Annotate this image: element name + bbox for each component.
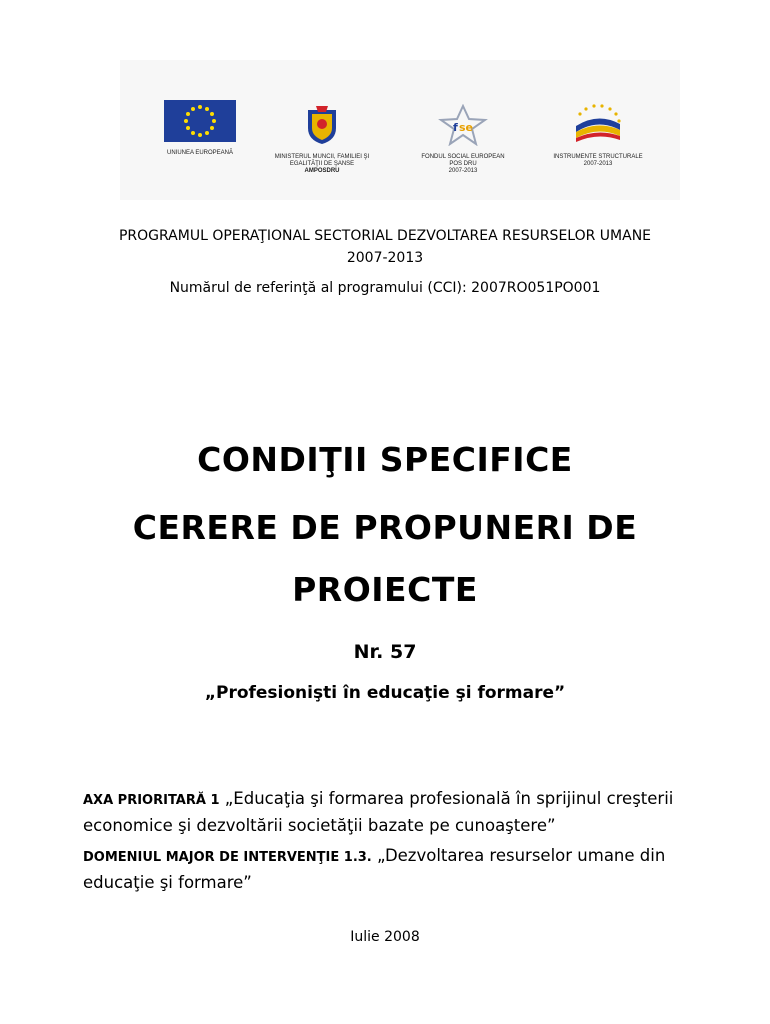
structural-caption: INSTRUMENTE STRUCTURALE 2007-2013 xyxy=(553,154,643,167)
coat-of-arms-icon xyxy=(302,104,342,146)
priority-axis xyxy=(83,786,703,838)
structural-instruments-logo xyxy=(518,104,678,168)
eu-caption: UNIUNEA EUROPEANĂ xyxy=(166,150,233,156)
call-subtitle: „Profesionişti în educaţie şi formare” xyxy=(204,683,566,703)
ministry-logo xyxy=(242,104,402,175)
svg-text:f: f xyxy=(453,121,458,134)
programme-cci: Numărul de referinţă al programului (CCI): 2007RO051PO001 xyxy=(169,280,601,296)
priority-axis-label: AXA PRIORITARĂ 1 xyxy=(83,793,220,808)
svg-text:se: se xyxy=(459,121,474,134)
fse-caption: FONDUL SOCIAL EUROPEAN POS DRU 2007-2013 xyxy=(421,154,505,174)
intervention-domain xyxy=(83,843,703,895)
document-title-line-2: CERERE DE PROPUNERI DE xyxy=(132,508,638,547)
intervention-domain-text: „Dezvoltarea resurselor umane din educaţie şi formare” xyxy=(83,846,666,892)
programme-years: 2007-2013 xyxy=(346,250,424,266)
logo-strip xyxy=(120,60,680,200)
document-title-line-3: PROIECTE xyxy=(292,570,478,609)
call-number: Nr. 57 xyxy=(353,641,417,663)
document-date: Iulie 2008 xyxy=(350,929,420,945)
intervention-domain-label: DOMENIUL MAJOR DE INTERVENŢIE 1.3. xyxy=(83,850,372,865)
eu-flag-icon xyxy=(164,100,236,142)
structural-instruments-icon xyxy=(568,104,628,146)
fse-star-icon xyxy=(435,104,491,146)
ministry-caption: MINISTERUL MUNCII, FAMILIEI ŞI EGALITĂŢII DE ŞANSE AMPOSDRU xyxy=(274,154,370,174)
programme-name: PROGRAMUL OPERAŢIONAL SECTORIAL DEZVOLTAREA RESURSELOR UMANE xyxy=(118,228,652,244)
priority-axis-text: „Educaţia şi formarea profesională în sprijinul creşterii economice şi dezvoltării societăţii bazate pe cunoaştere” xyxy=(83,789,674,835)
document-title-line-1: CONDIŢII SPECIFICE xyxy=(197,440,573,479)
